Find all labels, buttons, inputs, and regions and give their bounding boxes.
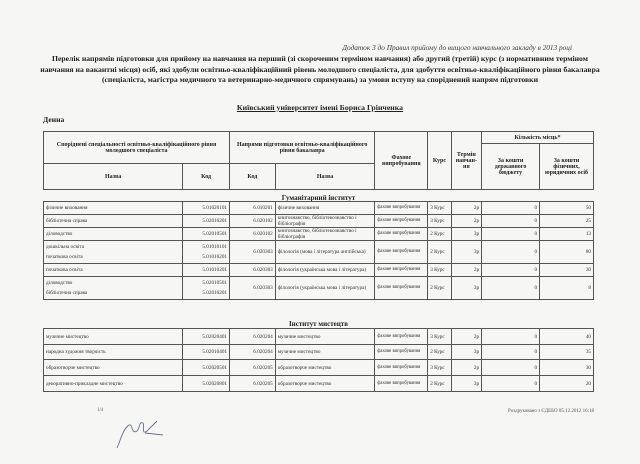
study-term-text: 3р	[473, 249, 480, 255]
direction-code	[230, 345, 276, 360]
specialty-code	[183, 360, 230, 376]
specialty-name	[44, 345, 183, 360]
header-state-budget: За кошти державного бюджету	[482, 144, 540, 190]
specialty-code	[183, 264, 230, 277]
direction-name	[275, 215, 375, 228]
direction-name	[275, 241, 375, 264]
specialty-code	[183, 228, 230, 241]
course-text: 3 Курс	[430, 333, 445, 340]
specialty-name	[44, 277, 183, 300]
study-term-text: 3р	[473, 380, 480, 387]
exam-type-text: фахове випробування	[377, 267, 421, 273]
budget-places-text: 0	[534, 364, 538, 371]
budget-places	[482, 376, 540, 392]
budget-places-text: 0	[534, 267, 538, 273]
study-term-text: 3р	[473, 349, 480, 355]
study-term-text: 2р	[473, 267, 480, 273]
course-text: 2 Курс	[430, 349, 445, 355]
specialty-code-text: 5.02020501	[202, 364, 228, 371]
specialty-name	[44, 376, 183, 392]
study-term-text: 2р	[473, 218, 480, 224]
specialty-name-text: музичне мистецтво	[46, 333, 89, 340]
course	[428, 264, 451, 277]
direction-code	[230, 277, 276, 300]
table-row	[44, 215, 594, 228]
direction-name-text: музичне мистецтво	[277, 333, 321, 340]
specialty-code	[183, 277, 230, 300]
budget-places	[482, 329, 540, 345]
direction-code-text: 6.020204	[253, 349, 273, 355]
direction-name	[275, 264, 375, 277]
private-places	[540, 215, 594, 228]
budget-places-text: 0	[534, 349, 538, 355]
budget-places	[482, 202, 540, 215]
budget-places-text: 0	[534, 218, 538, 224]
course-text: 2 Курс	[430, 285, 445, 291]
exam-type-text: фахове випробування	[377, 205, 421, 211]
specialty-name-text: діловодство	[46, 280, 73, 286]
study-term	[451, 215, 481, 228]
exam-type-text: фахове випробування	[377, 218, 421, 224]
table-row	[44, 264, 594, 277]
header-places: Кількість місць*	[482, 132, 594, 144]
header-name: Назва	[44, 164, 183, 190]
direction-code	[230, 360, 276, 376]
table-row	[44, 345, 594, 360]
budget-places	[482, 277, 540, 300]
direction-name	[275, 329, 375, 345]
budget-places-text: 0	[534, 231, 538, 237]
exam-type-text: фахове випробування	[377, 349, 421, 355]
study-term	[451, 329, 481, 345]
private-places	[540, 228, 594, 241]
direction-name	[275, 277, 375, 300]
study-term	[451, 241, 481, 264]
study-form-label: Денна	[43, 115, 65, 124]
budget-places-text: 0	[534, 249, 538, 255]
study-term-text: 3р	[473, 285, 480, 291]
study-term	[451, 277, 481, 300]
budget-places-text: 0	[534, 380, 538, 387]
header-code: Код	[183, 164, 230, 190]
direction-name-text: образотворче мистецтво	[277, 364, 332, 371]
course	[428, 215, 451, 228]
specialty-name	[44, 329, 183, 345]
specialty-name	[44, 241, 183, 264]
direction-code-text: 6.020205	[253, 380, 273, 387]
direction-code	[230, 202, 276, 215]
direction-name	[275, 345, 375, 360]
table-row	[44, 376, 594, 392]
exam-type	[375, 329, 428, 345]
exam-type-text: фахове випробування	[377, 231, 421, 237]
private-places	[540, 264, 594, 277]
exam-type	[375, 202, 428, 215]
header-related-specialties: Споріднені спеціальності освітньо-кваліфікаційного рівня молодшого спеціаліста	[44, 132, 230, 164]
section-table	[43, 328, 594, 392]
specialty-code-text: 5.01010101	[202, 244, 228, 250]
private-places-text: 30	[585, 364, 591, 371]
direction-name-text: філологія (українська мова і література)	[277, 285, 367, 291]
specialty-code	[183, 241, 230, 264]
private-places-text: 30	[585, 267, 591, 273]
exam-type	[375, 241, 428, 264]
direction-code-text: 6.020205	[253, 364, 273, 371]
specialty-code-text: 5.02010201	[202, 218, 228, 224]
direction-name-text: філологія (українська мова і література)	[277, 267, 367, 273]
printed-stamp: Роздруковано з ЄДЕБО 05.12.2012 16:18	[508, 409, 594, 414]
direction-name-text: філологія (мова і література англійська)	[277, 249, 366, 255]
table-row	[44, 277, 594, 300]
specialty-code-text: 5.01020101	[202, 205, 228, 211]
specialty-code-text: 5.02010501	[202, 280, 228, 286]
study-term-text: 2р	[473, 364, 480, 371]
specialty-name-text: діловодство	[46, 231, 73, 237]
university-name: Київський університет імені Бориса Грінченка	[236, 103, 404, 112]
header-directions: Напрями підготовки освітньо-кваліфікаційного рівня бакалавра	[230, 132, 375, 164]
course	[428, 376, 451, 392]
course-text: 3 Курс	[430, 364, 445, 371]
specialty-name-text: народна художня творчість	[46, 349, 106, 355]
course-text: 2 Курс	[430, 380, 445, 387]
direction-code-text: 6.020102	[253, 218, 273, 224]
course	[428, 228, 451, 241]
specialty-code-text: 5.01010201	[202, 267, 228, 273]
signature-icon	[115, 415, 175, 451]
course-text: 3 Курс	[430, 267, 445, 273]
study-term	[451, 360, 481, 376]
direction-code-text: 6.020303	[253, 285, 273, 291]
table-row	[44, 241, 594, 264]
course-text: 2 Курс	[430, 249, 445, 255]
private-places-text: 35	[585, 349, 591, 355]
course	[428, 202, 451, 215]
course	[428, 345, 451, 360]
exam-type	[375, 215, 428, 228]
study-term	[451, 345, 481, 360]
exam-type	[375, 360, 428, 376]
direction-name	[275, 360, 375, 376]
budget-places	[482, 360, 540, 376]
private-places	[540, 277, 594, 300]
budget-places	[482, 264, 540, 277]
specialty-name	[44, 360, 183, 376]
direction-name-text: образотворче мистецтво	[277, 380, 332, 387]
course-text: 3 Курс	[430, 205, 445, 211]
course	[428, 360, 451, 376]
study-term	[451, 376, 481, 392]
specialty-code-text: 5.02020401	[202, 333, 228, 340]
exam-type	[375, 376, 428, 392]
appendix-note: Додаток 3 до Правил прийому до вищого навчального закладу в 2013 році	[342, 43, 572, 52]
direction-code	[230, 264, 276, 277]
exam-type	[375, 228, 428, 241]
course-text: 3 Курс	[430, 218, 445, 224]
specialty-name-text: початкова освіта	[46, 267, 83, 273]
specialty-name	[44, 202, 183, 215]
exam-type	[375, 345, 428, 360]
specialty-code-text: 5.02010401	[202, 349, 228, 355]
direction-code-text: 6.020102	[253, 231, 273, 237]
budget-places	[482, 241, 540, 264]
direction-name	[275, 376, 375, 392]
direction-name	[275, 228, 375, 241]
study-term-text: 3р	[473, 231, 480, 237]
direction-code	[230, 228, 276, 241]
exam-type	[375, 264, 428, 277]
direction-code	[230, 241, 276, 264]
specialty-code	[183, 202, 230, 215]
study-term	[451, 202, 481, 215]
course	[428, 329, 451, 345]
specialty-name-text: бібліотечна справа	[46, 218, 88, 224]
exam-type-text: фахове випробування	[377, 333, 421, 339]
study-term-text: 2р	[473, 205, 480, 211]
budget-places-text: 0	[534, 205, 538, 211]
private-places-text: 25	[585, 218, 591, 224]
private-places	[540, 345, 594, 360]
budget-places-text: 0	[534, 285, 538, 291]
exam-type-text: фахове випробування	[377, 249, 421, 255]
direction-name-text: книгознавство, бібліотекознавство і бібліографія	[277, 228, 357, 240]
header-course: Курс	[428, 132, 451, 190]
study-term-text: 2р	[473, 333, 480, 340]
direction-code	[230, 376, 276, 392]
specialty-name-text: фізичне виховання	[46, 205, 88, 211]
section-title: Гуманітарний інститут	[281, 194, 356, 202]
specialty-code	[183, 215, 230, 228]
course	[428, 277, 451, 300]
specialty-name-text: образотворче мистецтво	[46, 364, 100, 371]
specialty-name	[44, 215, 183, 228]
private-places	[540, 376, 594, 392]
direction-code	[230, 215, 276, 228]
specialty-code	[183, 345, 230, 360]
header-private-funds: За кошти фізичних, юридичних осіб	[540, 144, 594, 190]
specialty-code-text: 5.01010201	[202, 254, 228, 260]
budget-places	[482, 215, 540, 228]
private-places	[540, 241, 594, 264]
direction-code-text: 6.020303	[253, 267, 273, 273]
private-places-text: 40	[585, 333, 591, 340]
direction-code-text: 6.010201	[253, 205, 273, 211]
header-dir-name: Назва	[275, 164, 375, 190]
specialty-code-text: 5.02010501	[202, 231, 228, 237]
document-title: Перелік напрямів підготовки для прийому на навчання на перший (зі скороченим терміном навчання) або другий (третій) курс (з нормативним терміном навчання на вакантні місця) осіб, які здобули освітньо-кваліфікаційний рівень молодшого спеціаліста, для здобуття освітньо-кваліфікаційного рівня бакалавра (спеціаліста, магістра медичного та ветеринарно-медичного спрямувань) за умови вступу на споріднений напрям підготовки	[40, 54, 600, 84]
specialty-name-text: бібліотечна справа	[46, 290, 88, 296]
course-text: 2 Курс	[430, 231, 445, 237]
private-places-text: 50	[585, 205, 591, 211]
direction-name-text: книгознавство, бібліотекознавство і бібліографія	[277, 215, 357, 227]
study-term	[451, 228, 481, 241]
exam-type-text: фахове випробування	[377, 380, 421, 386]
specialty-name	[44, 228, 183, 241]
direction-name-text: фізичне виховання	[277, 205, 320, 211]
private-places-text: 20	[585, 380, 591, 387]
private-places-text: 8	[588, 285, 591, 291]
specialty-name-text: початкова освіта	[46, 254, 83, 260]
direction-code-text: 6.020303	[253, 249, 273, 255]
section-title: Інститут мистецтв	[288, 320, 349, 328]
header-table	[43, 131, 594, 190]
direction-name	[275, 202, 375, 215]
header-dir-code: Код	[230, 164, 276, 190]
section-table	[43, 201, 594, 300]
study-term	[451, 264, 481, 277]
specialty-code	[183, 376, 230, 392]
header-exam: Фахове випробування	[375, 132, 428, 190]
direction-code	[230, 329, 276, 345]
exam-type	[375, 277, 428, 300]
private-places-text: 80	[585, 249, 591, 255]
private-places-text: 13	[585, 231, 591, 237]
specialty-name	[44, 264, 183, 277]
exam-type-text: фахове випробування	[377, 364, 421, 370]
specialty-name-text: декоративно-прикладне мистецтво	[46, 380, 123, 387]
budget-places-text: 0	[534, 333, 538, 340]
header-term: Термін навчан-ня	[451, 132, 481, 190]
page-number: 1/4	[97, 408, 104, 413]
exam-type-text: фахове випробування	[377, 285, 421, 291]
course	[428, 241, 451, 264]
table-row	[44, 202, 594, 215]
direction-code-text: 6.020204	[253, 333, 273, 340]
private-places	[540, 329, 594, 345]
budget-places	[482, 228, 540, 241]
private-places	[540, 360, 594, 376]
direction-name-text: музичне мистецтво	[277, 349, 321, 355]
table-row	[44, 329, 594, 345]
specialty-code-text: 5.02020801	[202, 380, 228, 387]
budget-places	[482, 345, 540, 360]
table-row	[44, 228, 594, 241]
table-row	[44, 360, 594, 376]
specialty-code	[183, 329, 230, 345]
private-places	[540, 202, 594, 215]
specialty-name-text: дошкільна освіта	[46, 244, 85, 250]
specialty-code-text: 5.02010201	[202, 290, 228, 296]
